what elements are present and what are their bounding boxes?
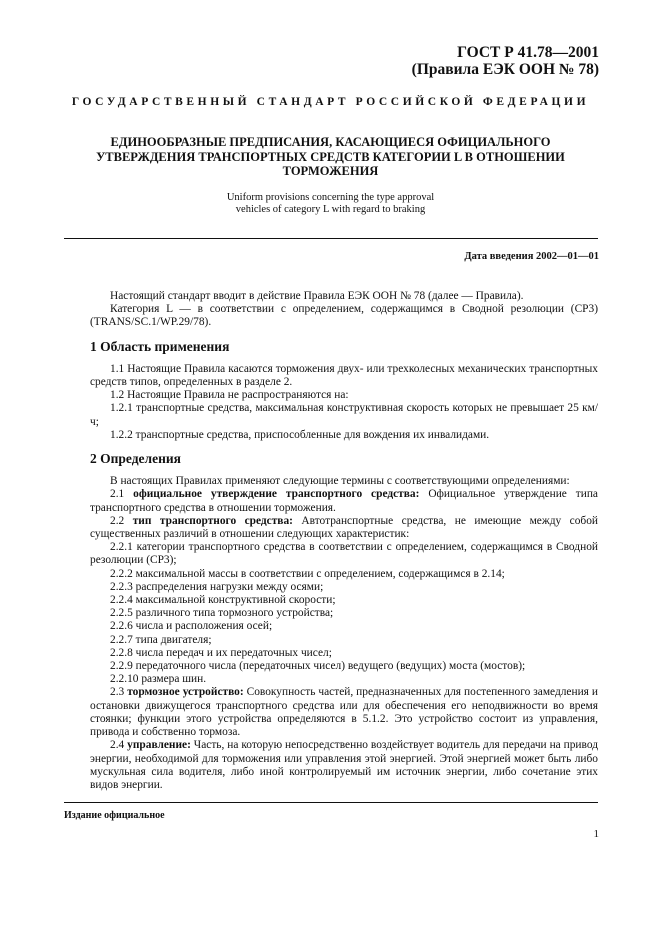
state-standard-heading: ГОСУДАРСТВЕННЫЙ СТАНДАРТ РОССИЙСКОЙ ФЕДЕРАЦИИ (71, 96, 590, 108)
clause-2-2-9: 2.2.9 передаточного числа (передаточных чисел) ведущего (ведущих) моста (мостов); (110, 660, 526, 673)
clause-2-3-text: Совокупность частей, предназначенных для постепенного замедления и остановки движущегося транспортного средства или для обеспечения его неподвижности во время стоянки; функции этого устройства определяются в 5.1.2. Это устройство состоит из управления, привода и собственно тормоза. (90, 686, 598, 739)
clause-2-4 (90, 739, 598, 792)
clause-2-3-term: тормозное устройство: (127, 686, 244, 699)
clause-2-4-number: 2.4 (110, 739, 125, 752)
gost-number: ГОСТ Р 41.78—2001 (457, 44, 599, 61)
clause-2-2-text: Автотранспортные средства, не имеющие между собой существенных различий в отношении следующих характеристик: (90, 514, 598, 541)
clause-1-1: 1.1 Настоящие Правила касаются торможения двух- или трехколесных механических транспортных средств типов, определенных в разделе 2. (90, 362, 598, 389)
clause-2-4-text: Часть, на которую непосредственно воздействует водитель для передачи на привод энергии, необходимой для торможения или управления этой энергией. Этой энергией может быть либо мускульная сила водителя, либо иной контролируемый им источник энергии, либо сочетание этих видов энергии. (90, 739, 598, 791)
section-2-intro: В настоящих Правилах применяют следующие термины с соответствующими определениями: (110, 475, 570, 488)
clause-2-2-7: 2.2.7 типа двигателя; (110, 633, 212, 646)
clause-1-2-1: 1.2.1 транспортные средства, максимальная конструктивная скорость которых не превышает 25 км/ч; (90, 402, 598, 428)
clause-2-2-6: 2.2.6 числа и расположения осей; (110, 620, 273, 633)
clause-2-2-2: 2.2.2 максимальной массы в соответствии с определением, содержащимся в 2.14; (110, 567, 505, 580)
introduction-date: Дата введения 2002—01—01 (464, 251, 599, 262)
clause-2-2-8: 2.2.8 числа передач и их передаточных чисел; (110, 646, 332, 659)
clause-2-1-number: 2.1 (110, 488, 125, 501)
section-2-heading: 2 Определения (90, 451, 181, 467)
clause-2-2-term: тип транспортного средства: (132, 514, 293, 527)
clause-2-2 (90, 515, 598, 541)
preamble-paragraph-2: Категория L — в соответствии с определением, содержащимся в Сводной резолюции (СР3) (TRANS/SC.1/WP.29/78). (90, 303, 598, 329)
section-1-heading: 1 Область применения (90, 338, 230, 354)
document-title-ru (64, 135, 597, 179)
unece-rules-number: (Правила ЕЭК ООН № 78) (411, 61, 599, 78)
clause-1-2: 1.2 Настоящие Правила не распространяются на: (110, 389, 349, 402)
title-ru-line-1: ЕДИНООБРАЗНЫЕ ПРЕДПИСАНИЯ, КАСАЮЩИЕСЯ ОФИЦИАЛЬНОГО (110, 135, 551, 149)
footer-divider (64, 802, 598, 803)
title-ru-line-2: УТВЕРЖДЕНИЯ ТРАНСПОРТНЫХ СРЕДСТВ КАТЕГОРИИ L В ОТНОШЕНИИ (96, 149, 565, 164)
official-edition-label: Издание официальное (64, 810, 165, 821)
clause-2-2-3: 2.2.3 распределения нагрузки между осями; (110, 580, 324, 593)
clause-2-2-1: 2.2.1 категории транспортного средства в соответствии с определением, содержащимся в Сводной резолюции (СР3); (90, 541, 598, 567)
clause-2-3-number: 2.3 (110, 686, 125, 699)
document-title-en (64, 192, 597, 216)
title-en-line-2: vehicles of category L with regard to braking (235, 204, 426, 215)
title-en-line-1: Uniform provisions concerning the type approval (226, 192, 435, 203)
clause-2-2-4: 2.2.4 максимальной конструктивной скорости; (110, 594, 336, 607)
clause-2-4-term: управление: (127, 739, 191, 752)
clause-2-2-10: 2.2.10 размера шин. (110, 673, 207, 686)
preamble-paragraph-1: Настоящий стандарт вводит в действие Правила ЕЭК ООН № 78 (далее — Правила). (110, 290, 524, 302)
clause-2-2-number: 2.2 (110, 514, 125, 527)
clause-2-1-term: официальное утверждение транспортного средства: (133, 488, 420, 501)
clause-2-1 (90, 488, 598, 514)
clause-2-2-5: 2.2.5 различного типа тормозного устройства; (110, 607, 334, 620)
clause-1-2-2: 1.2.2 транспортные средства, приспособленные для вождения их инвалидами. (110, 428, 490, 441)
document-body (90, 290, 598, 792)
top-divider (64, 238, 598, 239)
title-ru-line-3: ТОРМОЖЕНИЯ (282, 164, 379, 178)
clause-2-1-text: Официальное утверждение типа транспортного средства в отношении торможения. (90, 488, 598, 514)
gost-designation (412, 44, 599, 78)
clause-2-3 (90, 686, 598, 739)
page-number: 1 (593, 828, 599, 840)
